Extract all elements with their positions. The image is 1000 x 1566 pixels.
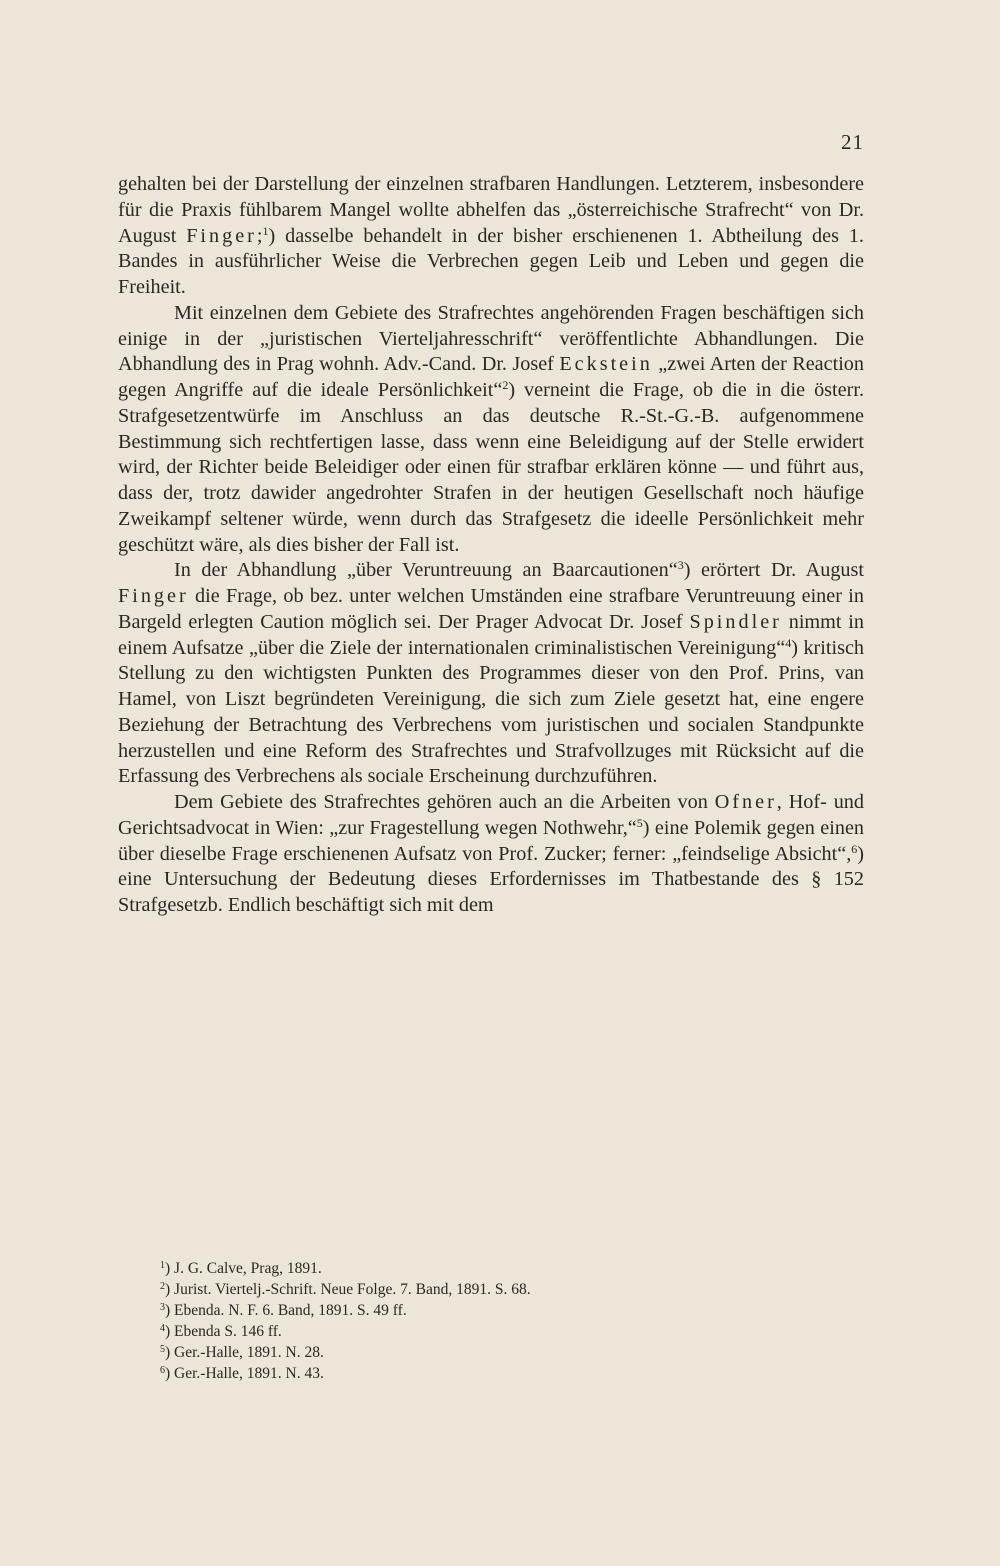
text-run: gehalten bei der Darstellung der einzelnen strafbaren Handlungen. Letzterem, insbesondere für die Praxis fühlbarem Mangel wollte abhelfen das „österreichische Strafrecht“ von Dr. August [118,173,864,247]
footnote-mark: 6 [160,1365,165,1376]
spaced-name: Ofner [714,791,777,813]
text-run: , Hof- und Gerichtsadvocat in Wien: „zur Fragestellung wegen Nothwehr,“ [118,791,864,839]
text-run: ; [256,224,263,247]
footnote-text: ) Ger.-Halle, 1891. N. 28. [165,1344,324,1361]
footnote [160,1300,860,1321]
footnote [160,1279,860,1300]
text-run: ) verneint die Frage, ob die in die österr. Strafgesetzentwürfe im Anschluss an das deutsche R.-St.-G.-B. aufgenommene Bestimmung sich rechtfertigen lasse, dass wenn eine Beleidigung auf der Stelle erwidert wird, der Richter beide Beleidiger oder einen für strafbar erklären könne — und führt aus, dass der, trotz dawider angedrohter Strafen in der heutigen Gesellschaft noch häufige Zweikampf seltener würde, wenn durch das Strafgesetz die ideelle Persönlichkeit mehr geschützt wäre, als dies bisher der Fall ist. [118,379,864,556]
text-run: „zwei Arten der Reaction gegen Angriffe auf die ideale Persönlichkeit“ [118,353,864,401]
footnote-text: ) Ebenda S. 146 ff. [165,1323,282,1340]
footnote-text: ) Ger.-Halle, 1891. N. 43. [165,1365,324,1382]
footnote-mark: 5 [160,1344,165,1355]
spaced-name: Finger [118,585,189,607]
footnote [160,1258,860,1279]
footnote-reference: 4 [785,635,792,650]
footnote-mark: 4 [160,1323,165,1334]
footnote-reference: 3 [677,558,684,573]
footnote-text: ) Ebenda. N. F. 6. Band, 1891. S. 49 ff. [165,1302,407,1319]
paragraph [118,790,864,919]
text-run: nimmt in einem Aufsatze „über die Ziele der internationalen criminalistischen Vereinigung“ [118,610,864,659]
footnote-mark: 1 [160,1260,165,1271]
footnote-reference: 5 [636,815,643,830]
footnote-mark: 3 [160,1302,165,1313]
text-run: Dem Gebiete des Strafrechtes gehören auch an die Arbeiten von [174,791,715,813]
body-text [118,172,864,919]
spaced-name: Spindler [689,610,782,633]
text-run: Mit einzelnen dem Gebiete des Strafrechtes angehörenden Fragen beschäftigen sich einige in der „juristischen Vierteljahresschrift“ veröffentlichte Abhandlungen. Die Abhandlung des in Prag wohnh. Adv.-Cand. Dr. Josef [118,301,864,376]
footnote-text: ) Jurist. Viertelj.-Schrift. Neue Folge. 7. Band, 1891. S. 68. [165,1281,531,1298]
footnote-reference: 1 [262,223,269,238]
footnote-mark: 2 [160,1281,165,1292]
text-run: ) eine Polemik gegen einen über dieselbe Frage erschienenen Aufsatz von Prof. Zucker; ferner: „feindselige Absicht“, [118,816,864,865]
footnote [160,1321,860,1342]
paragraph [118,558,864,790]
text-run: ) kritisch Stellung zu den wichtigsten Punkten des Programmes dieser von den Prof. Prins, van Hamel, von Liszt begründeten Vereinigung, die sich zum Ziele gesetzt hat, eine engere Beziehung der Betrachtung des Verbrechens vom juristischen und socialen Standpunkte herzustellen und eine Reform des Strafrechtes und Strafvollzuges mit Rücksicht auf die Erfassung des Verbrechens als sociale Erscheinung durchzuführen. [118,636,864,788]
spaced-name: Finger [186,224,257,247]
text-run: In der Abhandlung „über Veruntreuung an Baarcautionen“ [174,559,678,582]
footnote-text: ) J. G. Calve, Prag, 1891. [165,1260,322,1277]
footnote [160,1363,860,1384]
paragraph [118,301,864,559]
page-number: 21 [841,130,864,154]
text-run: die Frage, ob bez. unter welchen Umständen eine strafbare Veruntreuung einer in Bargeld erlegten Caution möglich sei. Der Prager Advocat Dr. Josef [118,585,864,633]
footnote [160,1342,860,1363]
text-run: ) erörtert Dr. August [683,559,864,582]
footnote-reference: 2 [502,378,509,392]
paragraph [118,172,864,301]
footnotes [160,1258,860,1384]
text-run: ) dasselbe behandelt in der bisher erschienenen 1. Abtheilung des 1. Bandes in ausführlicher Weise die Verbrechen gegen Leib und Leben und gegen die Freiheit. [118,224,864,298]
spaced-name: Eckstein [559,353,653,376]
footnote-reference: 6 [851,841,858,856]
text-run: ) eine Untersuchung der Bedeutung dieses Erfordernisses im Thatbestande des § 152 Strafgesetzb. Endlich beschäftigt sich mit dem [118,842,864,916]
